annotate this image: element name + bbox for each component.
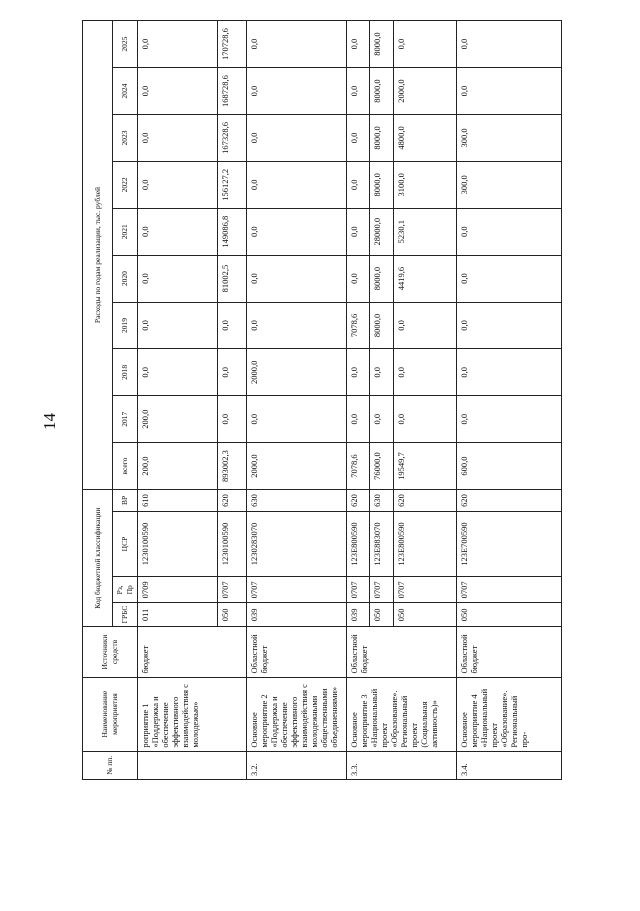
cell-year-value: 28000,0 — [370, 208, 393, 255]
cell-grbs: 050 — [370, 603, 393, 627]
cell-name: роприятие 1 «Поддержка и обеспечение эффективного взаимодействия с молодежью» — [138, 677, 247, 751]
cell-year-value: 156127,2 — [217, 161, 246, 208]
header-expenses-group: Расходы по годам реализации, тыс. рублей — [83, 21, 113, 490]
cell-total: 7078,6 — [347, 443, 370, 490]
cell-year-value: 0,0 — [347, 161, 370, 208]
cell-csr: 1230100590 — [138, 511, 218, 576]
cell-grbs: 039 — [347, 603, 370, 627]
cell-year-value: 0,0 — [247, 68, 347, 115]
cell-year-value: 2000,0 — [393, 68, 456, 115]
header-total: всего — [113, 443, 138, 490]
header-year: 2018 — [113, 349, 138, 396]
header-year: 2022 — [113, 161, 138, 208]
cell-year-value: 200,0 — [138, 396, 218, 443]
cell-year-value: 0,0 — [247, 208, 347, 255]
cell-grbs: 050 — [393, 603, 456, 627]
cell-year-value: 0,0 — [393, 302, 456, 349]
rotated-table-container — [82, 20, 562, 780]
cell-year-value: 8000,0 — [370, 68, 393, 115]
cell-total: 19549,7 — [393, 443, 456, 490]
cell-vr: 620 — [347, 490, 370, 512]
cell-year-value: 0,0 — [138, 208, 218, 255]
cell-year-value: 0,0 — [456, 21, 561, 68]
cell-year-value: 0,0 — [217, 349, 246, 396]
cell-source: Областной бюджет — [347, 627, 456, 677]
cell-year-value: 7078,6 — [347, 302, 370, 349]
cell-year-value: 0,0 — [347, 396, 370, 443]
cell-year-value: 4800,0 — [393, 115, 456, 162]
cell-total: 200,0 — [138, 443, 218, 490]
cell-vr: 620 — [393, 490, 456, 512]
cell-year-value: 3100,0 — [393, 161, 456, 208]
cell-rz: 0709 — [138, 577, 218, 603]
cell-rz: 0707 — [393, 577, 456, 603]
table-row — [347, 21, 370, 780]
cell-year-value: 0,0 — [247, 255, 347, 302]
cell-year-value: 0,0 — [347, 68, 370, 115]
cell-year-value: 0,0 — [247, 161, 347, 208]
cell-year-value: 167328,6 — [217, 115, 246, 162]
cell-year-value: 0,0 — [217, 396, 246, 443]
cell-total: 600,0 — [456, 443, 561, 490]
budget-table — [82, 20, 562, 780]
cell-source: Областной бюджет — [456, 627, 561, 677]
cell-year-value: 5230,1 — [393, 208, 456, 255]
cell-year-value: 81002,5 — [217, 255, 246, 302]
cell-rz: 0707 — [347, 577, 370, 603]
cell-year-value: 0,0 — [456, 396, 561, 443]
cell-year-value: 0,0 — [393, 21, 456, 68]
cell-year-value: 0,0 — [347, 21, 370, 68]
cell-year-value: 0,0 — [217, 302, 246, 349]
header-code-group: Код бюджетной классификации — [83, 490, 113, 627]
cell-csr: 1230100590 — [217, 511, 246, 576]
cell-csr: 123Е883070 — [370, 511, 393, 576]
cell-no: 3.2. — [247, 751, 347, 779]
cell-year-value: 300,0 — [456, 161, 561, 208]
cell-year-value: 168728,6 — [217, 68, 246, 115]
cell-year-value: 149086,8 — [217, 208, 246, 255]
table-row — [138, 21, 218, 780]
header-year: 2025 — [113, 21, 138, 68]
table-row — [456, 21, 561, 780]
cell-vr: 610 — [138, 490, 218, 512]
cell-year-value: 0,0 — [138, 349, 218, 396]
cell-year-value: 0,0 — [138, 255, 218, 302]
cell-year-value: 4419,6 — [393, 255, 456, 302]
cell-year-value: 0,0 — [138, 115, 218, 162]
cell-year-value: 0,0 — [456, 302, 561, 349]
cell-year-value: 0,0 — [138, 161, 218, 208]
table-row — [247, 21, 347, 780]
cell-year-value: 8000,0 — [370, 115, 393, 162]
cell-year-value: 300,0 — [456, 115, 561, 162]
cell-vr: 630 — [370, 490, 393, 512]
header-year: 2023 — [113, 115, 138, 162]
cell-year-value: 0,0 — [138, 21, 218, 68]
header-year: 2020 — [113, 255, 138, 302]
page-number: 14 — [40, 413, 59, 430]
header-grbs: ГРБС — [113, 603, 138, 627]
header-year: 2024 — [113, 68, 138, 115]
cell-year-value: 0,0 — [347, 349, 370, 396]
table-body — [138, 21, 562, 780]
cell-no — [138, 751, 247, 779]
cell-grbs: 050 — [456, 603, 561, 627]
header-source: Источники средств — [83, 627, 138, 677]
cell-year-value: 8000,0 — [370, 161, 393, 208]
cell-rz: 0707 — [370, 577, 393, 603]
cell-year-value: 0,0 — [370, 349, 393, 396]
header-vr: ВР — [113, 490, 138, 512]
cell-total: 76000,0 — [370, 443, 393, 490]
cell-vr: 620 — [217, 490, 246, 512]
cell-year-value: 0,0 — [347, 115, 370, 162]
cell-year-value: 0,0 — [247, 21, 347, 68]
header-csr: ЦСР — [113, 511, 138, 576]
cell-year-value: 0,0 — [456, 208, 561, 255]
cell-vr: 630 — [247, 490, 347, 512]
cell-rz: 0707 — [456, 577, 561, 603]
cell-year-value: 0,0 — [456, 68, 561, 115]
header-rz: Рз, Пр — [113, 577, 138, 603]
cell-csr: 123Е800590 — [347, 511, 370, 576]
cell-year-value: 0,0 — [138, 302, 218, 349]
cell-year-value: 0,0 — [393, 349, 456, 396]
cell-grbs: 011 — [138, 603, 218, 627]
cell-no: 3.4. — [456, 751, 561, 779]
cell-source: бюджет — [138, 627, 247, 677]
cell-csr: 123Е800590 — [393, 511, 456, 576]
cell-rz: 0707 — [217, 577, 246, 603]
cell-year-value: 0,0 — [456, 255, 561, 302]
cell-vr: 620 — [456, 490, 561, 512]
cell-year-value: 170728,6 — [217, 21, 246, 68]
header-year: 2021 — [113, 208, 138, 255]
cell-year-value: 0,0 — [456, 349, 561, 396]
cell-year-value: 8000,0 — [370, 21, 393, 68]
header-no: № пп. — [83, 751, 138, 779]
cell-total: 893002,3 — [217, 443, 246, 490]
cell-csr: 1230283070 — [247, 511, 347, 576]
cell-grbs: 039 — [247, 603, 347, 627]
cell-no: 3.3. — [347, 751, 456, 779]
cell-grbs: 050 — [217, 603, 246, 627]
cell-name: Основное мероприятие 2 «Поддержка и обеспечение эффективного взаимодействия с молодежными общественными объединениями» — [247, 677, 347, 751]
cell-source: Областной бюджет — [247, 627, 347, 677]
header-year: 2019 — [113, 302, 138, 349]
header-name: Наименование мероприятия — [83, 677, 138, 751]
cell-name: Основное мероприятие 4 «Национальный проект «Образование». Региональный про- — [456, 677, 561, 751]
cell-year-value: 0,0 — [347, 208, 370, 255]
cell-total: 2000,0 — [247, 443, 347, 490]
cell-year-value: 0,0 — [247, 115, 347, 162]
cell-year-value: 2000,0 — [247, 349, 347, 396]
cell-year-value: 0,0 — [138, 68, 218, 115]
cell-year-value: 0,0 — [393, 396, 456, 443]
header-year: 2017 — [113, 396, 138, 443]
cell-year-value: 0,0 — [370, 396, 393, 443]
cell-year-value: 0,0 — [347, 255, 370, 302]
cell-rz: 0707 — [247, 577, 347, 603]
cell-year-value: 8000,0 — [370, 302, 393, 349]
cell-name: Основное мероприятие 3 «Национальный проект «Образование». Региональный проект (Социальная активность)» — [347, 677, 456, 751]
cell-year-value: 8000,0 — [370, 255, 393, 302]
cell-year-value: 0,0 — [247, 302, 347, 349]
cell-year-value: 0,0 — [247, 396, 347, 443]
cell-csr: 123Е700590 — [456, 511, 561, 576]
